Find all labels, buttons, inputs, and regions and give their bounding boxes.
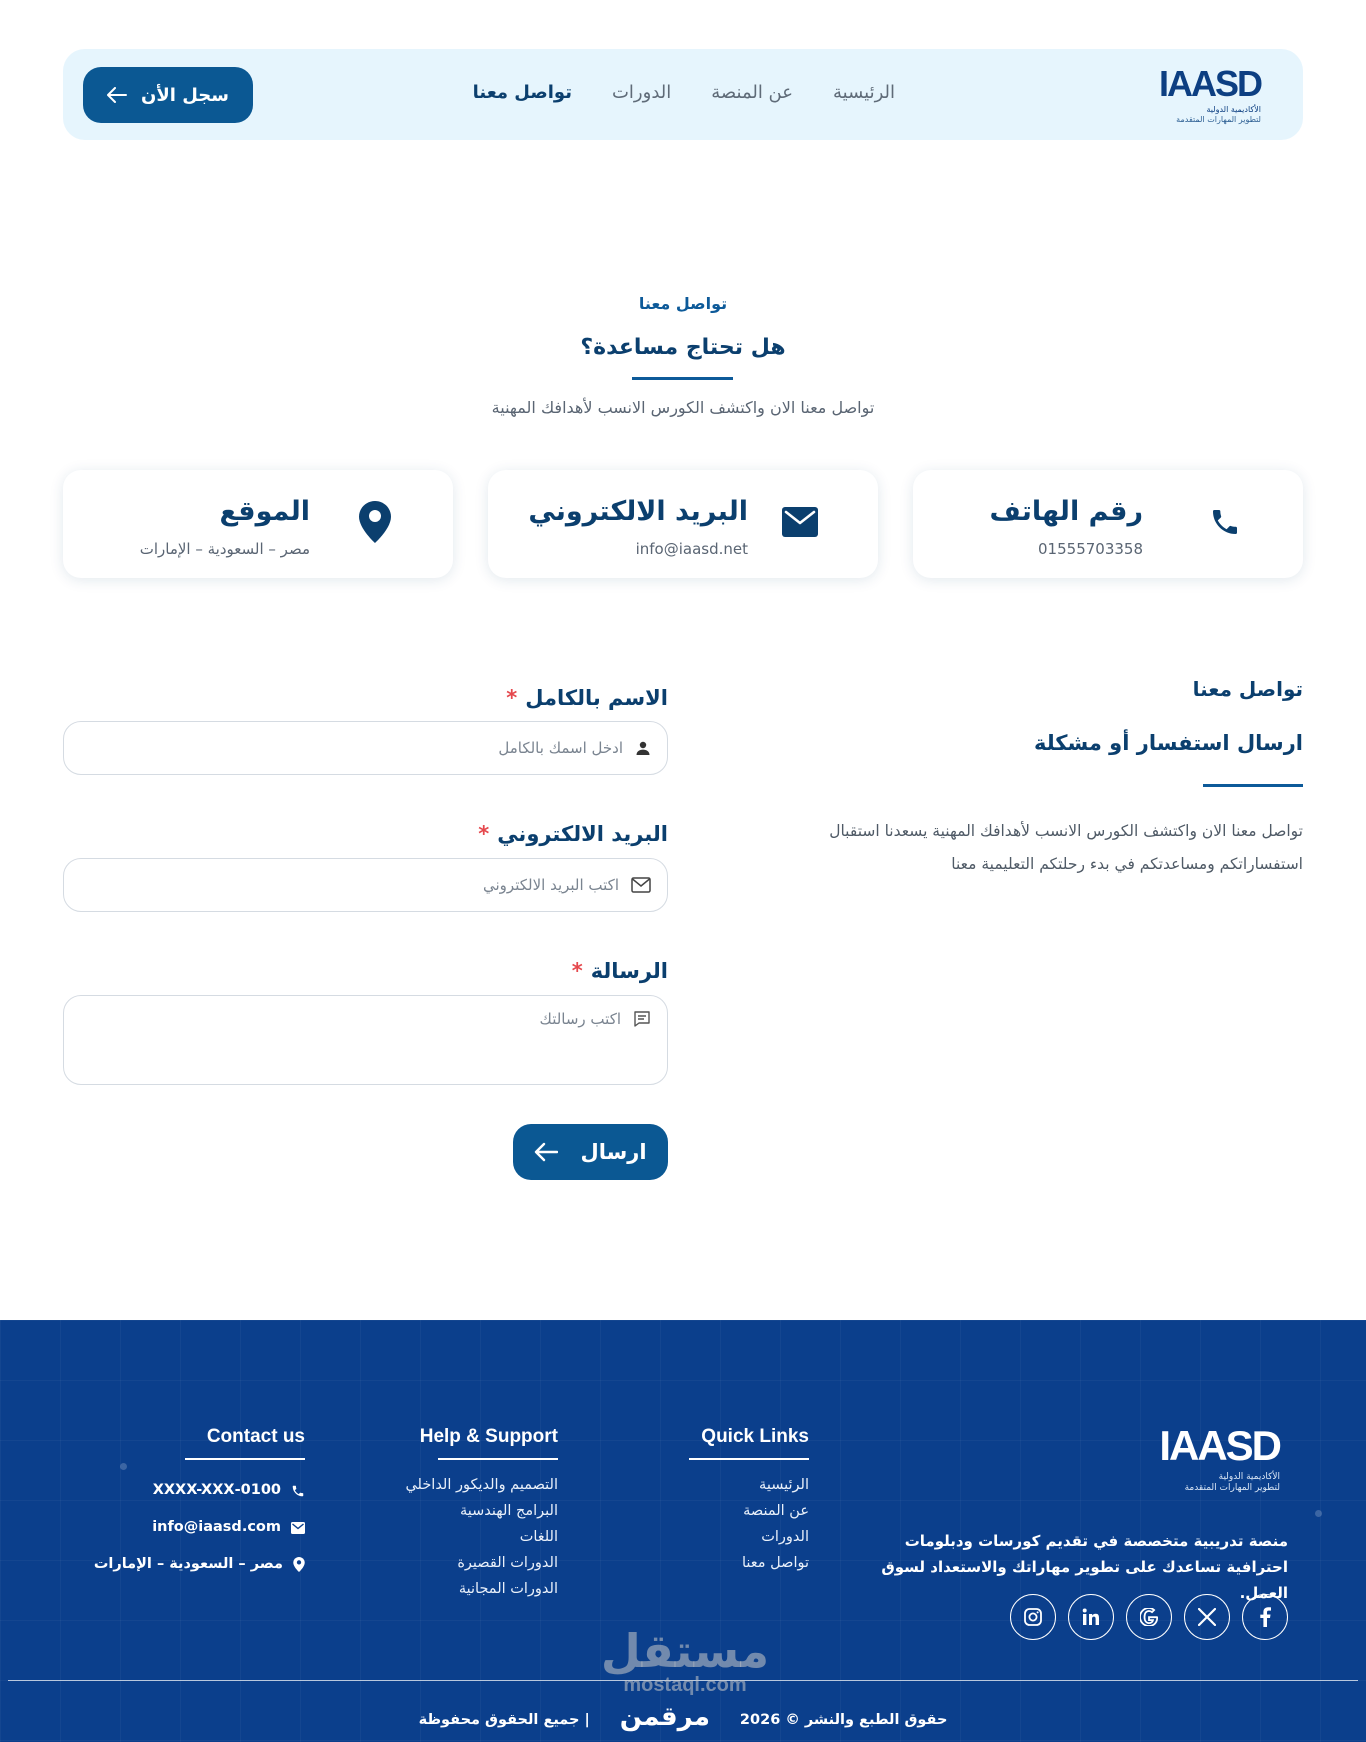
arrow-left-icon: [534, 1142, 558, 1162]
footer-phone[interactable]: [94, 1472, 305, 1509]
name-label: [506, 686, 668, 710]
envelope-icon: [780, 500, 820, 544]
send-button[interactable]: [513, 1124, 668, 1180]
footer-location-text: مصر – السعودية – الإمارات: [93, 1556, 283, 1572]
required-mark: *: [478, 822, 490, 846]
contact-description: تواصل معنا الان واكتشف الكورس الانسب لأهدافك المهنية يسعدنا استقبال استفساراتكم ومساعدتكم في بدء رحلتكم التعليمية معنا: [829, 822, 1303, 873]
contact-title-underline: [1203, 784, 1303, 787]
footer-link-contact[interactable]: تواصل معنا: [741, 1555, 809, 1571]
help-support-underline: [438, 1458, 558, 1460]
phone-card: [913, 470, 1303, 578]
help-support-title: Help & Support: [419, 1426, 558, 1447]
site-logo[interactable]: [1145, 63, 1265, 127]
main-nav: [473, 82, 895, 103]
quick-links-column: [689, 1426, 809, 1576]
envelope-icon: [291, 1522, 305, 1534]
mostaql-watermark: [600, 1624, 770, 1697]
message-label: [572, 959, 668, 983]
decorative-dot: [1315, 1510, 1322, 1517]
register-button[interactable]: [83, 67, 253, 123]
quick-links-title: Quick Links: [701, 1426, 809, 1447]
name-label-text: الاسم بالكامل: [525, 686, 668, 710]
location-card-title: الموقع: [219, 496, 310, 527]
location-card: [63, 470, 453, 578]
logo-mark: IAASD: [1158, 63, 1261, 104]
footer-email-text: info@iaasd.com: [152, 1519, 281, 1535]
required-mark: *: [506, 686, 518, 710]
phone-icon: [1205, 500, 1245, 544]
envelope-outline-icon: [631, 877, 651, 893]
footer-location: [94, 1546, 305, 1583]
brand-logo[interactable]: مرقمن: [619, 1702, 710, 1732]
contact-title: ارسال استفسار أو مشكلة: [1033, 731, 1303, 755]
footer-link-home[interactable]: الرئيسية: [759, 1477, 809, 1493]
footer-link-free-courses[interactable]: الدورات المجانية: [458, 1581, 558, 1597]
footer-email[interactable]: [94, 1509, 305, 1546]
section-title: هل تحتاج مساعدة؟: [580, 335, 786, 360]
footer-logo-subtitle-2: لتطوير المهارات المتقدمة: [1184, 1483, 1280, 1493]
footer-link-short-courses[interactable]: الدورات القصيرة: [457, 1555, 558, 1571]
required-mark: *: [571, 959, 583, 983]
footer-link-engineering[interactable]: البرامج الهندسية: [459, 1503, 558, 1519]
contact-kicker: تواصل معنا: [1192, 677, 1303, 701]
footer-link-interior-design[interactable]: التصميم والديكور الداخلي: [405, 1477, 558, 1493]
contact-column-underline: [185, 1458, 305, 1460]
footer-logo[interactable]: [1148, 1422, 1288, 1494]
phone-card-value: 01555703358: [1038, 540, 1143, 558]
footer-link-courses[interactable]: الدورات: [761, 1529, 809, 1545]
facebook-icon[interactable]: [1242, 1594, 1288, 1640]
footer-about: منصة تدريبية متخصصة في تقديم كورسات ودبلومات احترافية تساعدك على تطوير مهاراتك والاستعداد لسوق العمل.: [881, 1532, 1288, 1602]
nav-home[interactable]: الرئيسية: [833, 82, 895, 103]
watermark-arabic: مستقل: [600, 1624, 770, 1678]
phone-card-title: رقم الهاتف: [989, 496, 1143, 527]
nav-about[interactable]: عن المنصة: [711, 82, 793, 103]
name-field[interactable]: [63, 721, 668, 775]
footer-link-about[interactable]: عن المنصة: [743, 1503, 809, 1519]
message-label-text: الرسالة: [590, 959, 668, 983]
quick-links-underline: [689, 1458, 809, 1460]
google-icon[interactable]: [1126, 1594, 1172, 1640]
email-label: [478, 822, 668, 846]
map-pin-icon: [355, 500, 395, 544]
x-icon[interactable]: [1184, 1594, 1230, 1640]
user-icon: [635, 740, 651, 756]
logo-subtitle-1: الأكاديمية الدولية: [1206, 105, 1261, 114]
footer-link-languages[interactable]: اللغات: [519, 1529, 558, 1545]
email-card-value: info@iaasd.net: [635, 540, 748, 558]
section-kicker: تواصل معنا: [638, 294, 728, 313]
email-field[interactable]: [63, 858, 668, 912]
site-header: [63, 49, 1303, 140]
section-title-underline: [632, 377, 733, 380]
map-pin-icon: [293, 1557, 305, 1572]
email-card-title: البريد الالكتروني: [528, 496, 748, 527]
email-label-text: البريد الالكتروني: [497, 822, 668, 846]
message-field[interactable]: [63, 995, 668, 1085]
location-card-value: مصر – السعودية – الإمارات: [139, 540, 310, 558]
social-links: [1010, 1594, 1288, 1640]
email-input[interactable]: [99, 876, 619, 894]
footer-logo-mark: IAASD: [1159, 1422, 1280, 1469]
contact-column: [94, 1426, 305, 1583]
phone-icon: [291, 1484, 305, 1498]
copyright-bar: [0, 1702, 1366, 1732]
name-input[interactable]: [103, 739, 623, 757]
nav-courses[interactable]: الدورات: [611, 82, 672, 103]
arrow-left-icon: [107, 87, 127, 103]
footer-phone-text: 0100-XXXX-XXX: [152, 1482, 281, 1498]
instagram-icon[interactable]: [1010, 1594, 1056, 1640]
footer-logo-subtitle-1: الأكاديمية الدولية: [1218, 1472, 1280, 1482]
logo-subtitle-2: لتطوير المهارات المتقدمة: [1176, 115, 1261, 124]
contact-column-title: Contact us: [206, 1426, 305, 1447]
nav-contact[interactable]: تواصل معنا: [472, 82, 572, 103]
register-button-label: سجل الأن: [141, 84, 229, 106]
email-card: [488, 470, 878, 578]
message-input[interactable]: [101, 1010, 621, 1070]
send-button-label: ارسال: [580, 1140, 647, 1164]
rights-text: | جميع الحقوق محفوظة: [418, 1712, 590, 1728]
message-icon: [633, 1010, 651, 1028]
copyright-text: حقوق الطبع والنشر © 2026: [739, 1712, 948, 1728]
watermark-english: mostaql.com: [623, 1674, 747, 1696]
linkedin-icon[interactable]: [1068, 1594, 1114, 1640]
section-subtitle: تواصل معنا الان واكتشف الكورس الانسب لأهدافك المهنية: [491, 398, 875, 417]
help-support-column: [405, 1426, 558, 1602]
